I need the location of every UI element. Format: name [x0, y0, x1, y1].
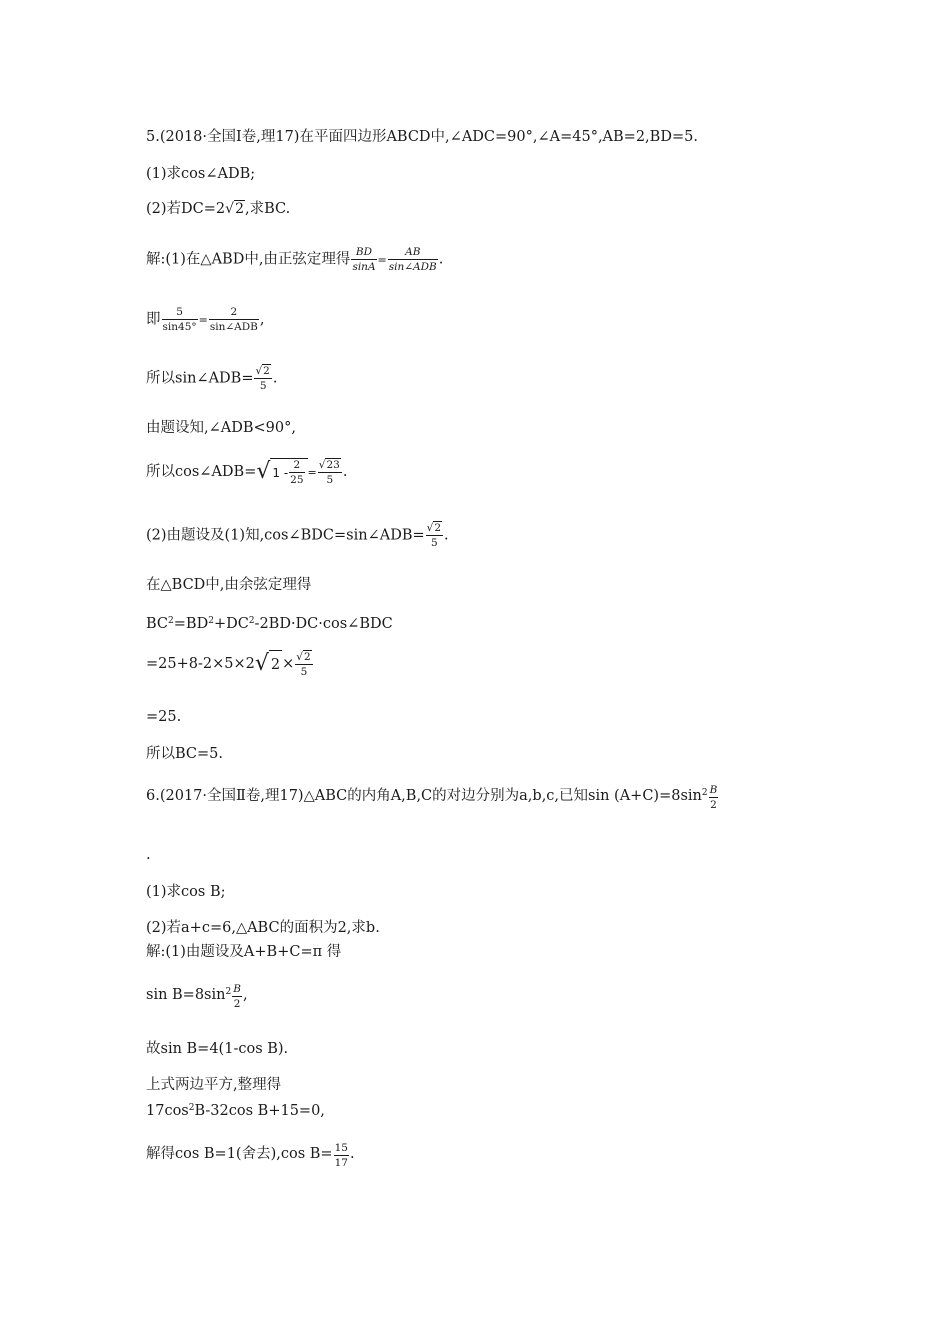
- fraction: $\frac{BD}{\sin A}$: [352, 246, 376, 273]
- problem-6-dot: .: [146, 847, 151, 863]
- fraction: $\frac{AB}{\text{sin∠ADB}}$: [388, 246, 437, 273]
- sqrt-symbol: √23: [318, 458, 340, 471]
- sqrt-symbol: √: [256, 459, 271, 484]
- problem-6-title: 6.(2017·全国Ⅱ卷,理17)△ABC的内角A,B,C的对边分别为a,b,c,已知$\sin (A+C)=8\sin^2$ $\frac{B}{2}$: [146, 784, 718, 811]
- fraction: $\frac{B}{2}$: [233, 983, 241, 1010]
- problem-5-question-2: (2)若DC=2√2,求BC.: [146, 201, 291, 217]
- solution-6-step-6: 解得cos B=1(舍去),cos B= $\frac{15}{17}$ .: [146, 1142, 355, 1169]
- solution-5-step-2: 即 $\frac{5}{\sin 45^\circ}$ = $\frac{2}{\text{sin∠ADB}}$ ,: [146, 306, 265, 333]
- solution-6-step-2: $\sin B=8\sin^2$ $\frac{B}{2}$ ,: [146, 983, 248, 1010]
- solution-5-step-8: $BC^2=BD^2+DC^2-2BD\cdot DC\cdot\cos\angle BDC$: [146, 616, 393, 632]
- solution-5-step-4: 由题设知,∠ADB<90°,: [146, 420, 296, 436]
- fraction: $\frac{2}{25}$: [290, 459, 304, 486]
- sqrt-symbol: √2: [426, 522, 442, 534]
- solution-6-step-3: 故sin B=4(1-cos B).: [146, 1041, 289, 1057]
- solution-5-step-1: 解:(1)在△ABD中,由正弦定理得 $\frac{BD}{\sin A}$ = $\frac{AB}{\text{sin∠ADB}}$ .: [146, 246, 444, 273]
- sqrt-symbol: √2: [296, 650, 311, 663]
- sqrt-symbol: √2: [225, 201, 244, 217]
- sqrt-expression: √ 1 - $\frac{2}{25}$: [256, 458, 307, 486]
- solution-5-step-7: 在△BCD中,由余弦定理得: [146, 577, 312, 593]
- solution-5-step-10: =25.: [146, 709, 182, 725]
- problem-6-question-1: (1)求cos B;: [146, 884, 226, 900]
- solution-5-step-3: 所以sin∠ADB= $\frac{√2}{5}$ .: [146, 365, 278, 392]
- fraction: $\frac{√2}{5}$: [255, 365, 270, 392]
- solution-6-step-1: 解:(1)由题设及A+B+C=π 得: [146, 944, 342, 960]
- fraction: $\frac{√2}{5}$: [426, 522, 442, 549]
- problem-6-question-2: (2)若a+c=6,△ABC的面积为2,求b.: [146, 920, 380, 936]
- fraction: $\frac{√23}{5}$: [318, 458, 340, 486]
- solution-6-step-4: 上式两边平方,整理得: [146, 1077, 282, 1093]
- fraction: $\frac{B}{2}$: [709, 784, 718, 811]
- sqrt-expression: √ 2: [254, 651, 281, 676]
- solution-5-step-6: (2)由题设及(1)知,cos∠BDC=sin∠ADB= $\frac{√2}{5}$ .: [146, 522, 449, 549]
- fraction: $\frac{√2}{5}$: [296, 650, 311, 678]
- sqrt-symbol: √: [254, 651, 269, 676]
- solution-5-step-5: 所以cos∠ADB= √ 1 - $\frac{2}{25}$ = $\frac{√23}{5}$ .: [146, 458, 348, 486]
- problem-5-question-1: (1)求cos∠ADB;: [146, 166, 256, 182]
- fraction: $\frac{2}{\text{sin∠ADB}}$: [209, 306, 258, 333]
- fraction: $\frac{5}{\sin 45^\circ}$: [162, 306, 197, 333]
- sqrt-symbol: √2: [255, 365, 270, 377]
- problem-5-title: 5.(2018·全国Ⅰ卷,理17)在平面四边形ABCD中,∠ADC=90°,∠A=45°,AB=2,BD=5.: [146, 129, 698, 145]
- solution-5-step-9: =25+8-2×5×2 √ 2 × $\frac{√2}{5}$: [146, 650, 311, 678]
- solution-5-step-11: 所以BC=5.: [146, 746, 224, 762]
- fraction: $\frac{15}{17}$: [334, 1142, 348, 1169]
- solution-6-step-5: $17\cos^2B-32\cos$ B+15=0,: [146, 1103, 325, 1119]
